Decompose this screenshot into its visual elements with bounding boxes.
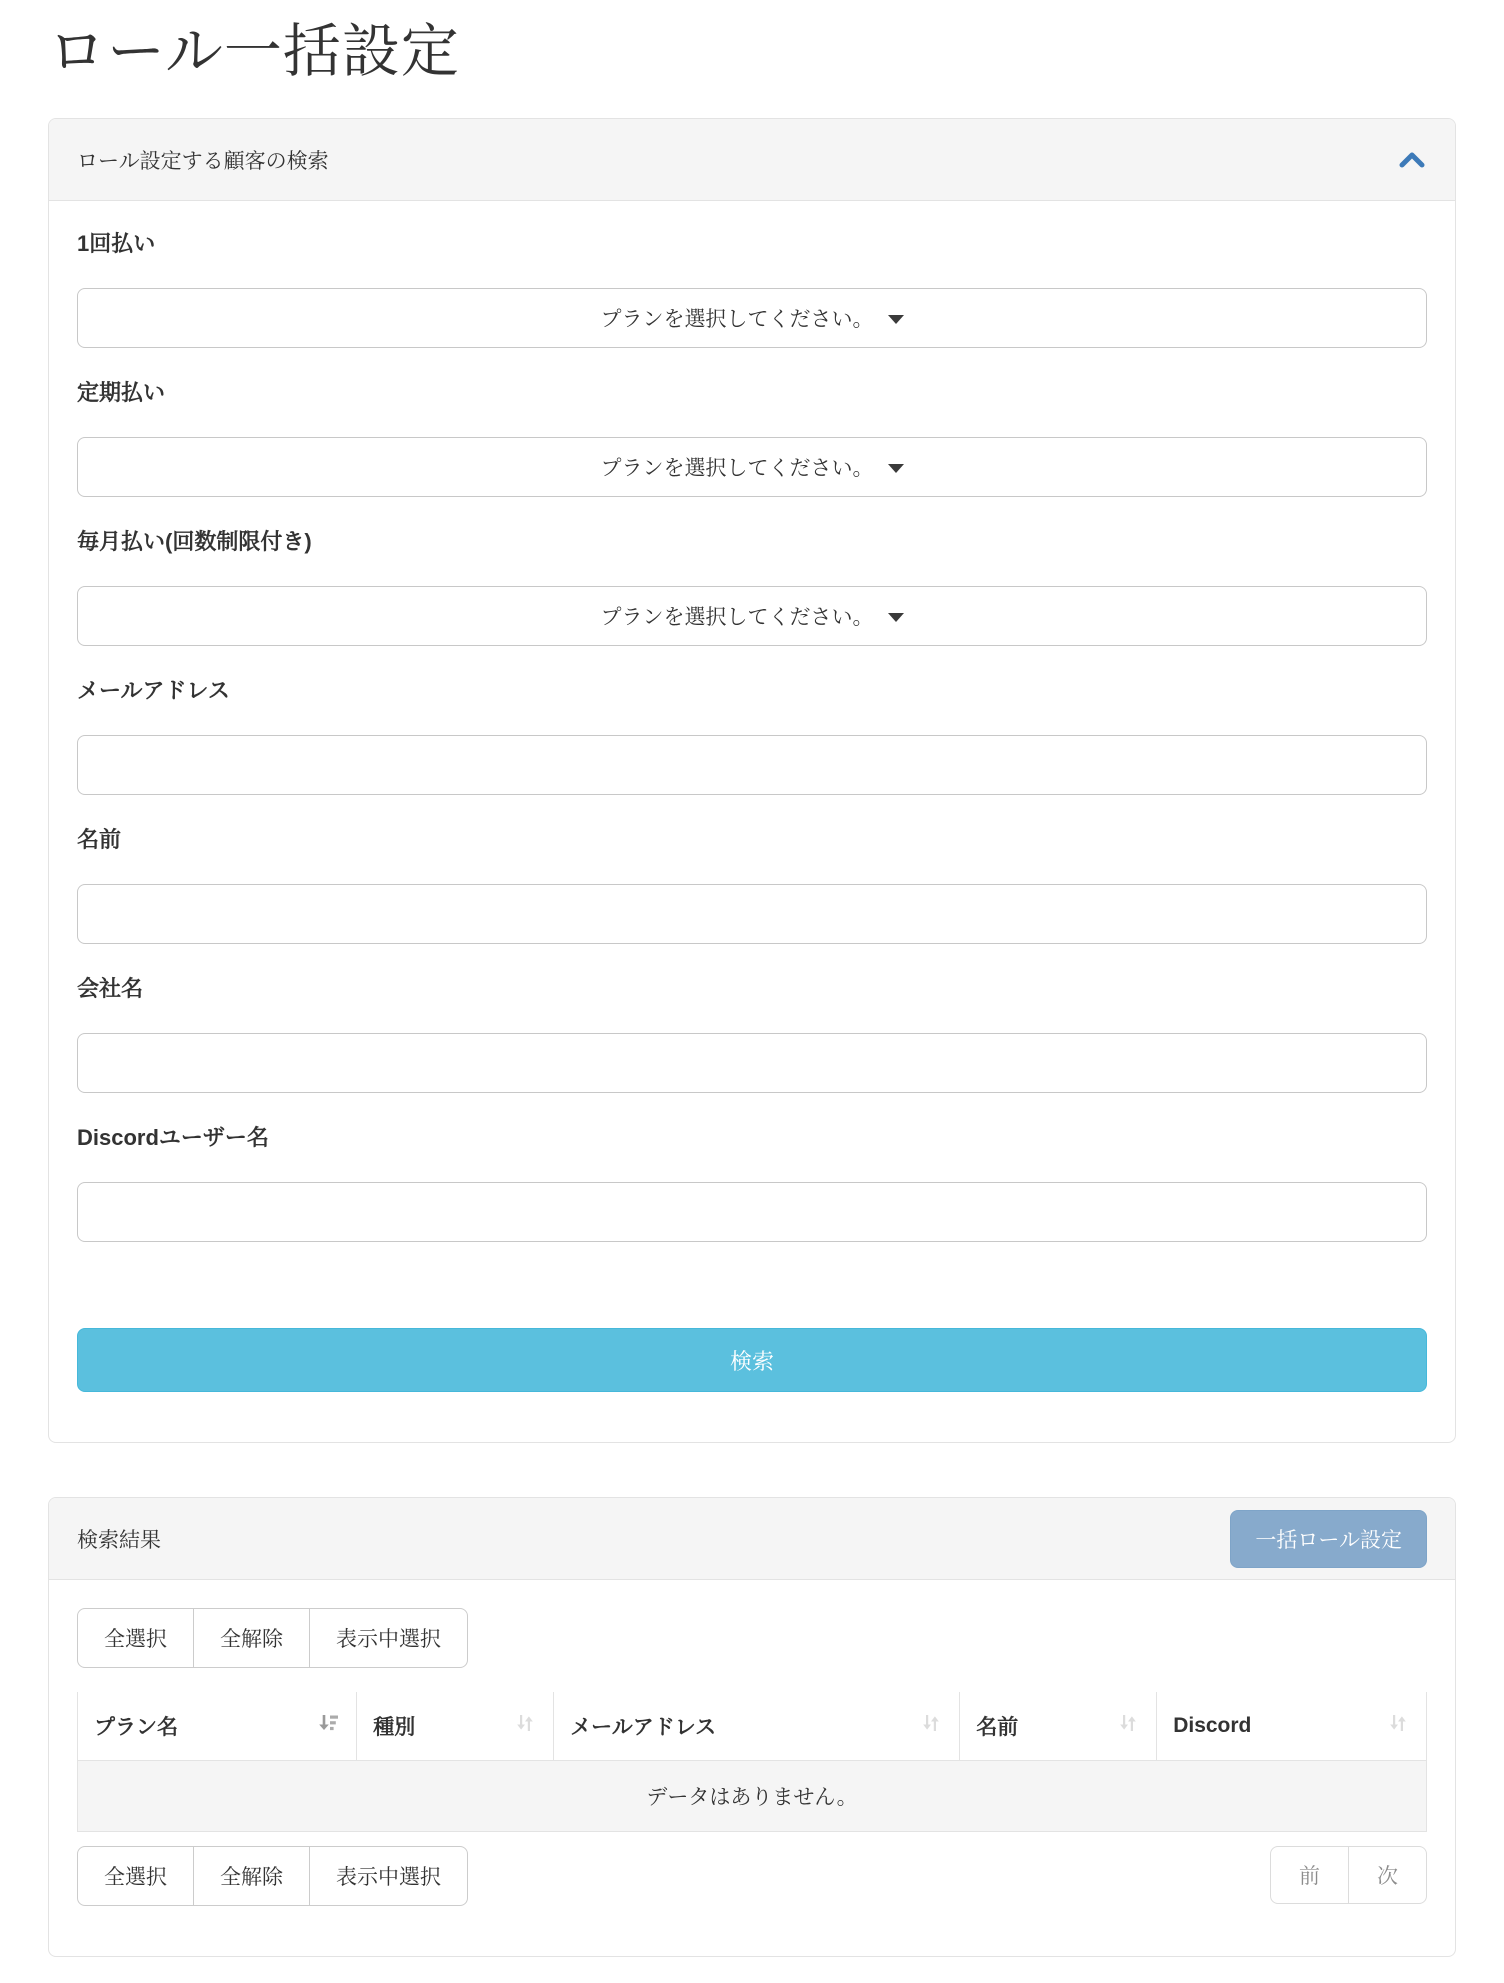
one-time-plan-select-placeholder: プランを選択してください。 xyxy=(600,308,874,331)
select-visible-button[interactable]: 表示中選択 xyxy=(309,1608,468,1668)
sort-both-icon xyxy=(919,1711,943,1741)
company-input[interactable] xyxy=(77,1033,1427,1093)
select-all-button[interactable]: 全選択 xyxy=(77,1846,194,1906)
monthly-limited-plan-select[interactable] xyxy=(77,586,1427,646)
form-group-company xyxy=(77,974,1427,1093)
form-group-recurring xyxy=(77,378,1427,497)
recurring-payment-label: 定期払い xyxy=(77,380,166,405)
one-time-payment-label: 1回払い xyxy=(77,231,156,256)
form-group-monthly-limited xyxy=(77,527,1427,646)
monthly-limited-payment-label: 毎月払い(回数制限付き) xyxy=(77,529,312,554)
caret-down-icon xyxy=(888,315,904,324)
email-label: メールアドレス xyxy=(77,678,230,703)
column-label: 名前 xyxy=(976,1716,1019,1739)
pagination xyxy=(1270,1846,1427,1904)
form-group-discord-username xyxy=(77,1123,1427,1242)
search-card-body xyxy=(49,201,1455,1442)
empty-table-row xyxy=(78,1761,1427,1832)
discord-username-input[interactable] xyxy=(77,1182,1427,1242)
form-group-one-time xyxy=(77,229,1427,348)
chevron-up-icon[interactable] xyxy=(1397,149,1427,171)
column-header-plan-name[interactable] xyxy=(78,1692,357,1761)
monthly-limited-plan-select-placeholder: プランを選択してください。 xyxy=(600,606,874,629)
caret-down-icon xyxy=(888,613,904,622)
column-label: 種別 xyxy=(373,1716,416,1739)
column-header-name[interactable] xyxy=(960,1692,1157,1761)
column-label: Discord xyxy=(1173,1714,1252,1737)
company-label: 会社名 xyxy=(77,976,144,1001)
select-all-button[interactable]: 全選択 xyxy=(77,1608,194,1668)
recurring-plan-select[interactable] xyxy=(77,437,1427,497)
column-label: プラン名 xyxy=(94,1716,178,1739)
sort-both-icon xyxy=(1386,1711,1410,1741)
results-table xyxy=(77,1692,1427,1832)
select-visible-button[interactable]: 表示中選択 xyxy=(309,1846,468,1906)
discord-username-label: Discordユーザー名 xyxy=(77,1125,269,1150)
empty-table-message: データはありません。 xyxy=(78,1761,1427,1832)
caret-down-icon xyxy=(888,464,904,473)
form-group-email xyxy=(77,676,1427,795)
page-title: ロール一括設定 xyxy=(48,19,460,84)
name-label: 名前 xyxy=(77,827,122,852)
selection-button-group-bottom xyxy=(77,1846,468,1906)
name-input[interactable] xyxy=(77,884,1427,944)
column-header-email[interactable] xyxy=(554,1692,960,1761)
deselect-all-button[interactable]: 全解除 xyxy=(193,1608,310,1668)
one-time-plan-select[interactable] xyxy=(77,288,1427,348)
bulk-role-set-button[interactable]: 一括ロール設定 xyxy=(1230,1510,1427,1568)
search-button[interactable]: 検索 xyxy=(77,1328,1427,1392)
next-page-button[interactable]: 次 xyxy=(1348,1846,1427,1904)
search-card-title: ロール設定する顧客の検索 xyxy=(77,149,329,173)
results-table-header-row xyxy=(78,1692,1427,1761)
deselect-all-button[interactable]: 全解除 xyxy=(193,1846,310,1906)
email-input[interactable] xyxy=(77,735,1427,795)
sort-both-icon xyxy=(1116,1711,1140,1741)
search-card xyxy=(48,118,1456,1443)
table-footer xyxy=(77,1846,1427,1906)
search-card-header[interactable] xyxy=(49,119,1455,201)
results-card-body xyxy=(49,1580,1455,1956)
column-label: メールアドレス xyxy=(570,1716,717,1739)
sort-both-icon xyxy=(513,1711,537,1741)
selection-button-group-top xyxy=(77,1608,468,1668)
column-header-discord[interactable] xyxy=(1157,1692,1427,1761)
prev-page-button[interactable]: 前 xyxy=(1270,1846,1349,1904)
results-card xyxy=(48,1497,1456,1957)
form-group-name xyxy=(77,825,1427,944)
recurring-plan-select-placeholder: プランを選択してください。 xyxy=(600,457,874,480)
sort-amount-desc-icon xyxy=(316,1711,340,1741)
column-header-type[interactable] xyxy=(357,1692,554,1761)
results-card-title: 検索結果 xyxy=(77,1528,161,1552)
results-card-header xyxy=(49,1498,1455,1580)
